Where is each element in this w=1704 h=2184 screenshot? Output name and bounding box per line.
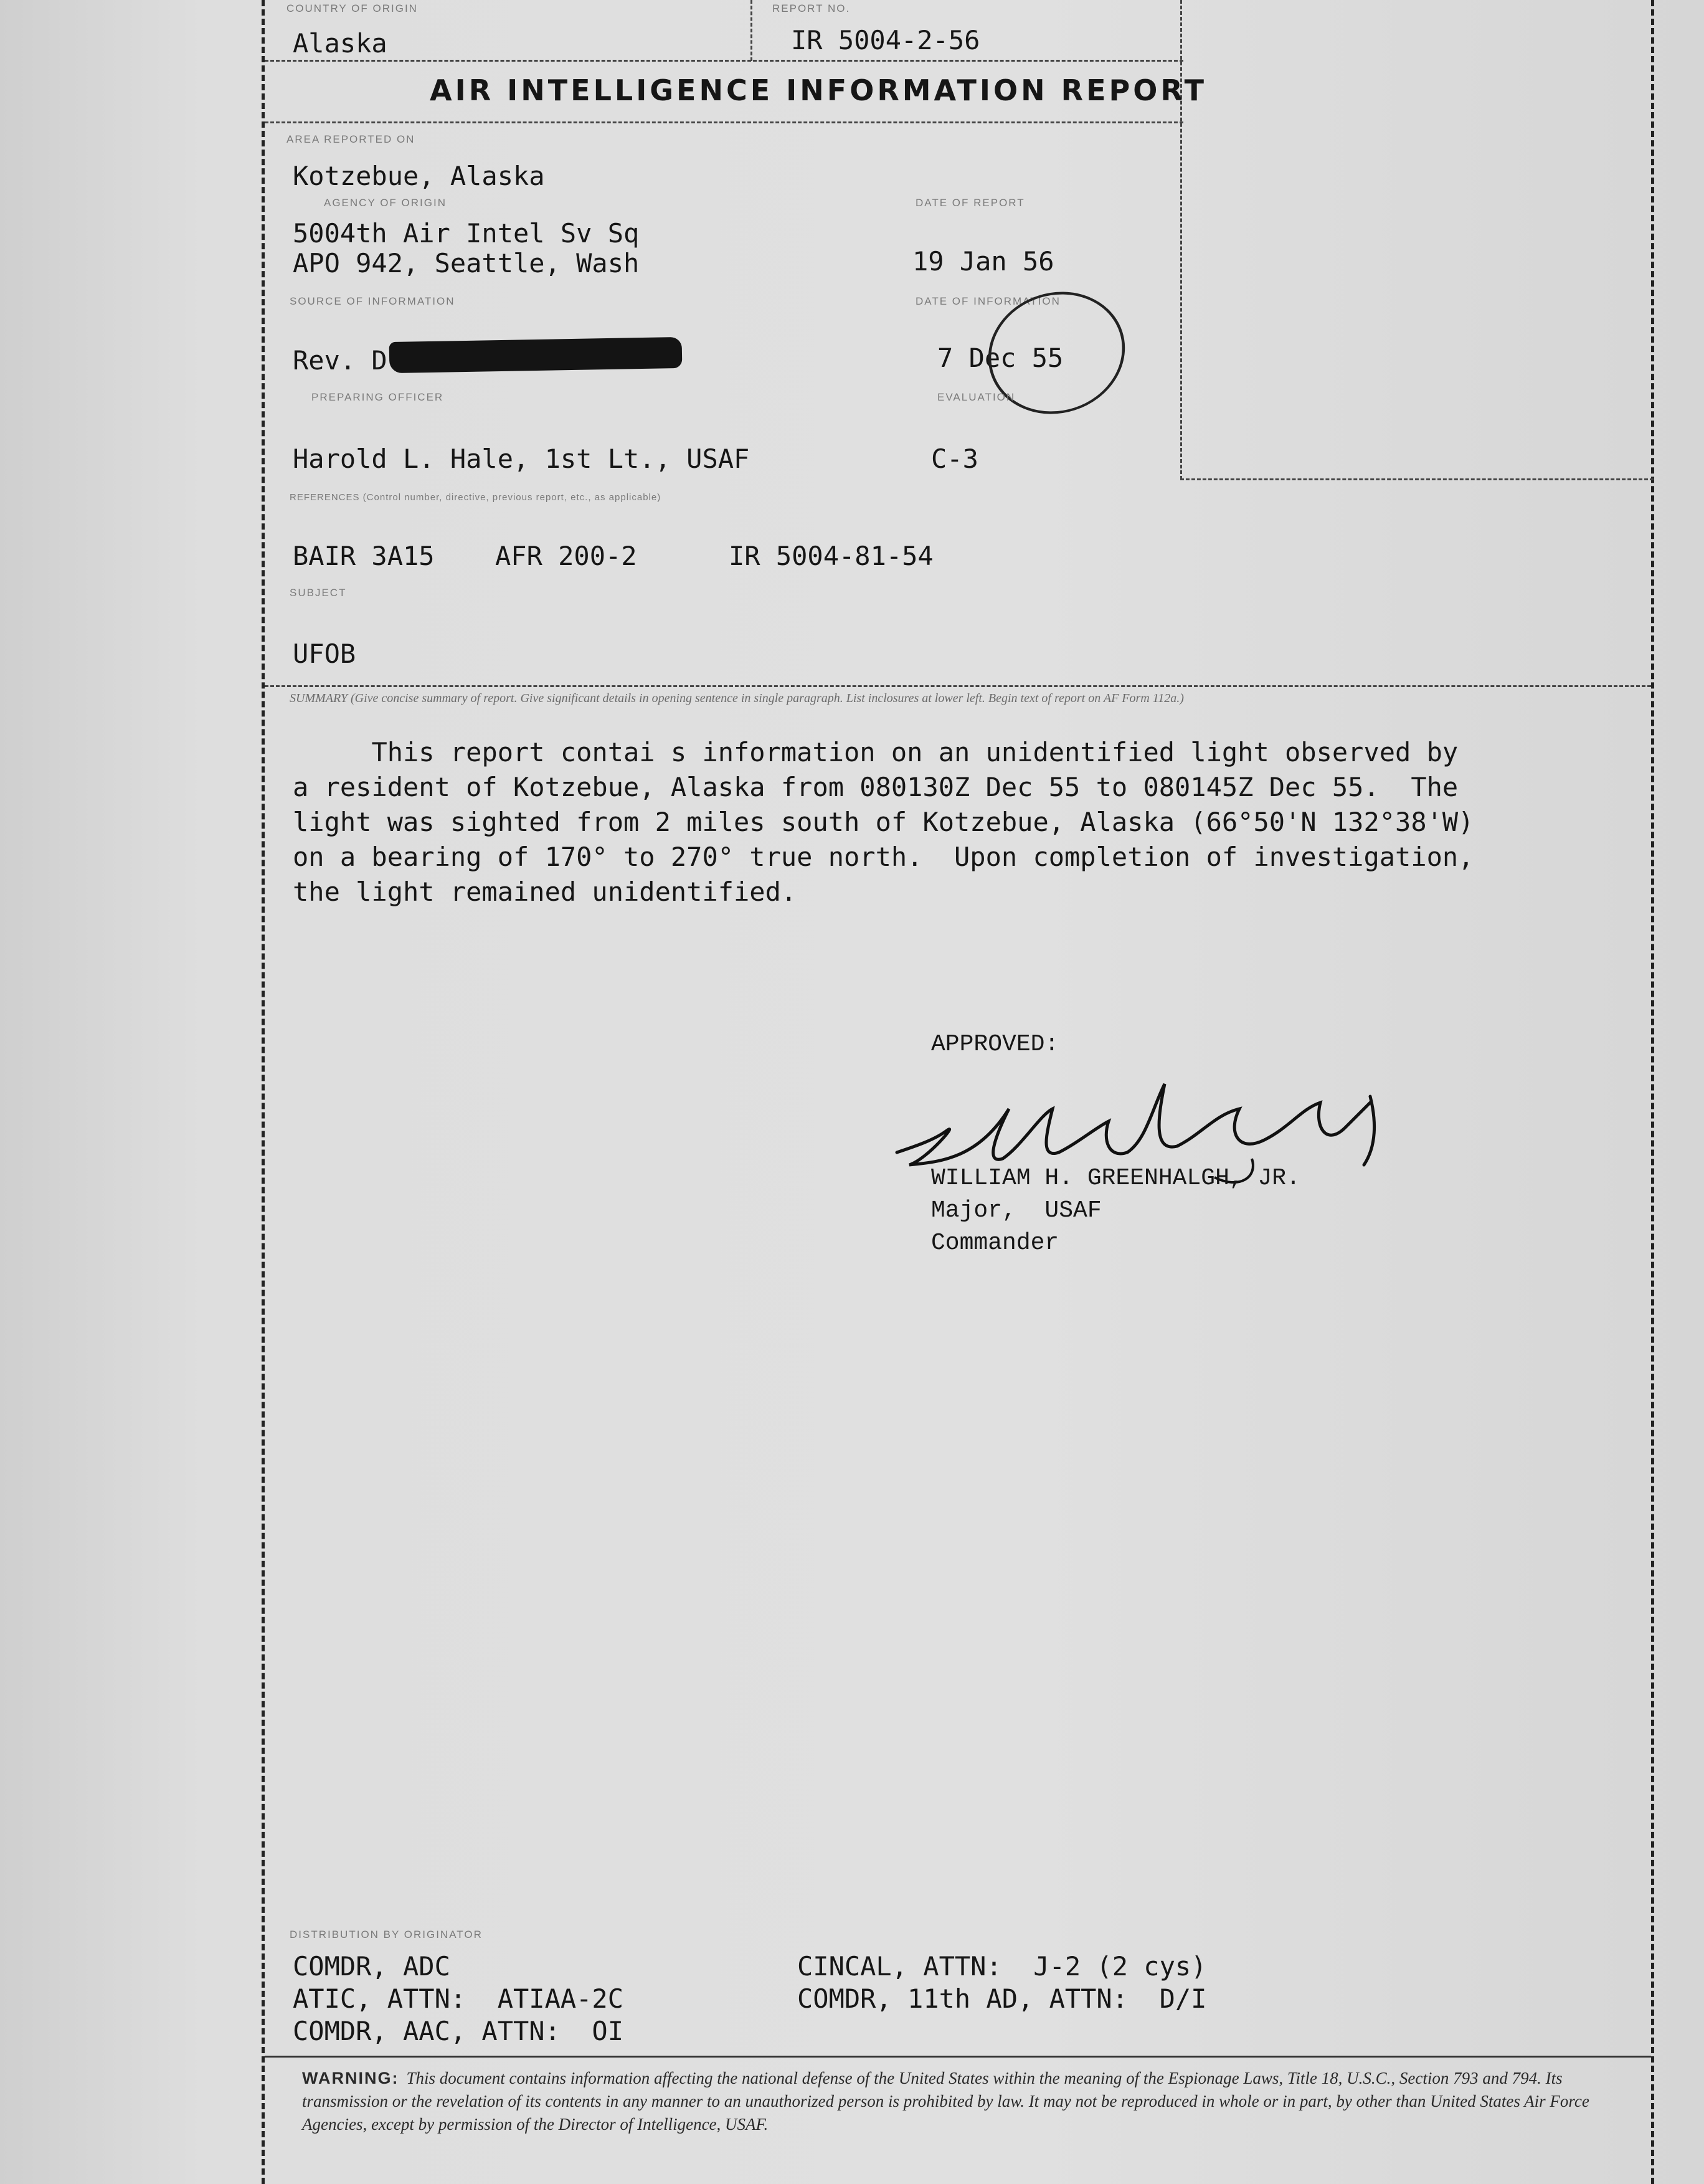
date-of-information: 7 Dec 55 [937, 343, 1064, 373]
title-rule [265, 121, 1183, 123]
reference-2: AFR 200-2 [495, 541, 637, 571]
redaction-bar [389, 337, 683, 373]
summary-text: This report contai s information on an unidentified light observed by a resident of Kotzebue, Alaska from 080130Z Dec 55 to 080145Z Dec 55. The light was sighted from 2 miles south of Kotzebue, Alaska (66°50'N 132°38'W) on a bearing of 170° to 270° true north. Upon completion of investigation, the light remained unidentified. [293, 737, 1474, 907]
agency-line-1: 5004th Air Intel Sv Sq [293, 218, 640, 249]
evaluation-value: C-3 [931, 444, 978, 474]
header-divider [750, 0, 752, 61]
area-value: Kotzebue, Alaska [293, 161, 545, 191]
country-label: COUNTRY OF ORIGIN [286, 2, 418, 14]
preparing-officer: Harold L. Hale, 1st Lt., USAF [293, 444, 750, 474]
source-value: Rev. D [293, 345, 387, 376]
subject-rule [265, 685, 1651, 687]
date-of-info-label: DATE OF INFORMATION [916, 295, 1061, 307]
warning-block [302, 2067, 1629, 2136]
preparing-officer-label: PREPARING OFFICER [311, 391, 444, 403]
source-label: SOURCE OF INFORMATION [290, 295, 455, 307]
country-value: Alaska [293, 28, 387, 59]
header-rule [265, 60, 1183, 62]
reference-3: IR 5004-81-54 [729, 541, 934, 571]
subject-label: SUBJECT [290, 587, 347, 599]
right-column-rule [1180, 0, 1182, 480]
distribution-right-1: CINCAL, ATTN: J-2 (2 cys) [797, 1951, 1207, 1982]
report-number: IR 5004-2-56 [791, 25, 980, 55]
right-box-bottom [1180, 478, 1654, 480]
references-label: REFERENCES (Control number, directive, previous report, etc., as applicable) [290, 492, 661, 503]
report-no-label: REPORT NO. [772, 2, 851, 14]
approved-label: APPROVED: [931, 1031, 1059, 1058]
distribution-right-2: COMDR, 11th AD, ATTN: D/I [797, 1983, 1207, 2014]
agency-label: AGENCY OF ORIGIN [324, 197, 447, 209]
approver-title: Commander [931, 1230, 1059, 1256]
report-title: AIR INTELLIGENCE INFORMATION REPORT [430, 74, 1208, 107]
distribution-left-3: COMDR, AAC, ATTN: OI [293, 2016, 624, 2046]
distribution-left-1: COMDR, ADC [293, 1951, 450, 1982]
evaluation-label: EVALUATION [937, 391, 1016, 403]
subject-value: UFOB [293, 639, 356, 669]
agency-line-2: APO 942, Seattle, Wash [293, 248, 640, 278]
date-of-report-label: DATE OF REPORT [916, 197, 1025, 209]
warning-label: WARNING: [302, 2069, 399, 2087]
distribution-left-2: ATIC, ATTN: ATIAA-2C [293, 1983, 624, 2014]
summary-label: SUMMARY (Give concise summary of report. Give significant details in opening sentence in single paragraph. List inclosures at lower left. Begin text of report on AF Form 112a.) [290, 691, 1184, 705]
area-label: AREA REPORTED ON [286, 133, 415, 145]
reference-1: BAIR 3A15 [293, 541, 435, 571]
approver-rank: Major, USAF [931, 1197, 1102, 1224]
distribution-label: DISTRIBUTION BY ORIGINATOR [290, 1929, 483, 1940]
warning-rule [265, 2056, 1651, 2058]
approver-name: WILLIAM H. GREENHALGH, JR. [931, 1165, 1300, 1192]
date-of-report: 19 Jan 56 [912, 246, 1054, 277]
warning-text: This document contains information affecting the national defense of the United States within the meaning of the Espionage Laws, Title 18, U.S.C., Section 793 and 794. Its transmission or the revelation of its contents in any manner to an unauthorized person is prohibited by law. It may not be reproduced in whole or in part, by other than United States Air Force Agencies, except by permission of the Director of Intelligence, USAF. [302, 2069, 1589, 2134]
